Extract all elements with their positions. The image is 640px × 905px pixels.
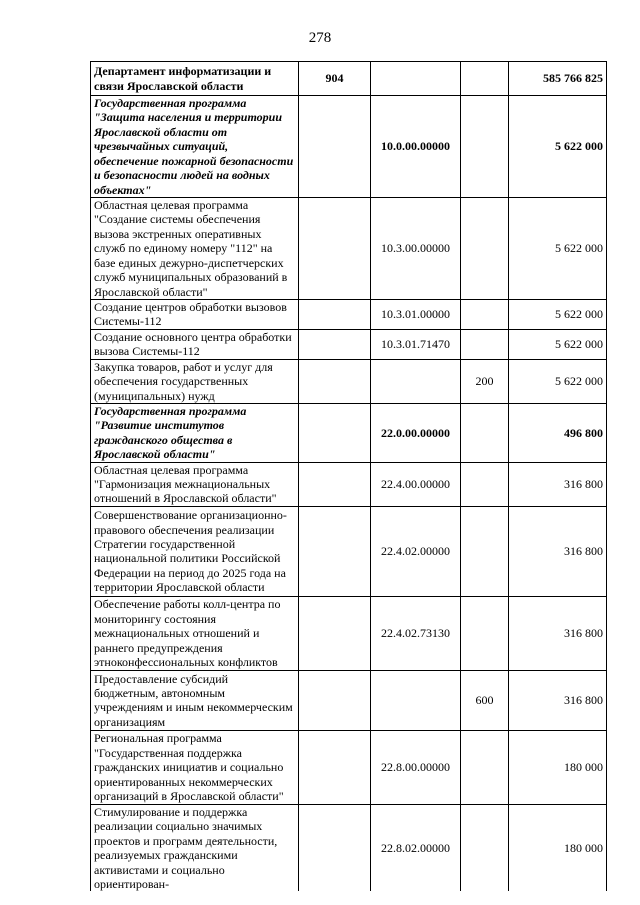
row-target-article-cell: 22.4.02.73130 — [371, 596, 461, 670]
row-target-article-cell: 10.3.01.00000 — [371, 300, 461, 330]
row-amount-cell: 316 800 — [509, 596, 607, 670]
row-target-article-cell: 22.4.02.00000 — [371, 506, 461, 596]
table-row — [91, 62, 607, 96]
row-amount-cell: 316 800 — [509, 462, 607, 506]
table-row — [91, 198, 607, 300]
row-expense-type-cell — [461, 596, 509, 670]
row-amount-cell: 5 622 000 — [509, 300, 607, 330]
table-row — [91, 96, 607, 198]
table-row — [91, 670, 607, 730]
page-number: 278 — [308, 30, 332, 46]
row-expense-type-cell — [461, 730, 509, 804]
row-name-cell: Стимулирование и поддержка реализации социально значимых проектов и программ деятельности, реализуемых гражданскими активистами и социально ориентирован- — [91, 804, 299, 891]
table-row — [91, 359, 607, 403]
row-name-cell: Государственная программа "Защита населения и территории Ярославской области от чрезвычайных ситуаций, обеспечение пожарной безопасности и безопасности людей на водных объектах" — [91, 96, 299, 198]
row-expense-type-cell — [461, 329, 509, 359]
row-department-code-cell — [299, 329, 371, 359]
row-target-article-cell: 10.0.00.00000 — [371, 96, 461, 198]
row-department-code-cell — [299, 670, 371, 730]
row-department-code-cell — [299, 596, 371, 670]
row-expense-type-cell: 200 — [461, 359, 509, 403]
row-target-article-cell: 10.3.00.00000 — [371, 198, 461, 300]
row-department-code-cell — [299, 462, 371, 506]
table-row — [91, 730, 607, 804]
row-name-cell: Государственная программа "Развитие институтов гражданского общества в Ярославской области" — [91, 404, 299, 463]
row-department-code-cell — [299, 198, 371, 300]
budget-table — [90, 61, 607, 891]
table-row — [91, 506, 607, 596]
row-amount-cell: 585 766 825 — [509, 62, 607, 96]
table-row — [91, 462, 607, 506]
table-row — [91, 329, 607, 359]
row-target-article-cell: 22.4.00.00000 — [371, 462, 461, 506]
row-amount-cell: 5 622 000 — [509, 329, 607, 359]
row-expense-type-cell — [461, 96, 509, 198]
row-name-cell: Областная целевая программа "Создание системы обеспечения вызова экстренных оперативных служб по единому номеру "112" на базе единых дежурно-диспетчерских служб муниципальных образований в Ярославской области" — [91, 198, 299, 300]
budget-table-body — [91, 62, 607, 892]
table-row — [91, 404, 607, 463]
row-name-cell: Региональная программа "Государственная поддержка гражданских инициатив и социально ориентированных некоммерческих организаций в Ярославской области" — [91, 730, 299, 804]
row-department-code-cell — [299, 730, 371, 804]
row-department-code-cell — [299, 506, 371, 596]
table-row — [91, 804, 607, 891]
row-expense-type-cell — [461, 804, 509, 891]
row-target-article-cell: 22.0.00.00000 — [371, 404, 461, 463]
row-amount-cell: 316 800 — [509, 506, 607, 596]
row-name-cell: Департамент информатизации и связи Ярославской области — [91, 62, 299, 96]
row-expense-type-cell — [461, 506, 509, 596]
row-name-cell: Обеспечение работы колл-центра по мониторингу состояния межнациональных отношений и раннего предупреждения этноконфессиональных конфликтов — [91, 596, 299, 670]
row-target-article-cell — [371, 62, 461, 96]
row-expense-type-cell — [461, 198, 509, 300]
row-expense-type-cell — [461, 62, 509, 96]
row-target-article-cell: 10.3.01.71470 — [371, 329, 461, 359]
row-target-article-cell: 22.8.02.00000 — [371, 804, 461, 891]
row-name-cell: Совершенствование организационно-правового обеспечения реализации Стратегии государственной национальной политики Российской Федерации на период до 2025 года на территории Ярославской области — [91, 506, 299, 596]
row-expense-type-cell: 600 — [461, 670, 509, 730]
row-name-cell: Создание центров обработки вызовов Системы-112 — [91, 300, 299, 330]
row-department-code-cell: 904 — [299, 62, 371, 96]
row-amount-cell: 316 800 — [509, 670, 607, 730]
row-amount-cell: 180 000 — [509, 730, 607, 804]
row-name-cell: Областная целевая программа "Гармонизация межнациональных отношений в Ярославской области" — [91, 462, 299, 506]
table-row — [91, 300, 607, 330]
row-target-article-cell: 22.8.00.00000 — [371, 730, 461, 804]
row-name-cell: Предоставление субсидий бюджетным, автономным учреждениям и иным некоммерческим организациям — [91, 670, 299, 730]
row-department-code-cell — [299, 804, 371, 891]
row-amount-cell: 180 000 — [509, 804, 607, 891]
row-amount-cell: 496 800 — [509, 404, 607, 463]
row-expense-type-cell — [461, 462, 509, 506]
row-expense-type-cell — [461, 404, 509, 463]
row-amount-cell: 5 622 000 — [509, 198, 607, 300]
row-department-code-cell — [299, 404, 371, 463]
row-target-article-cell — [371, 670, 461, 730]
row-department-code-cell — [299, 300, 371, 330]
row-department-code-cell — [299, 96, 371, 198]
row-expense-type-cell — [461, 300, 509, 330]
row-name-cell: Закупка товаров, работ и услуг для обеспечения государственных (муниципальных) нужд — [91, 359, 299, 403]
row-name-cell: Создание основного центра обработки вызова Системы-112 — [91, 329, 299, 359]
row-amount-cell: 5 622 000 — [509, 359, 607, 403]
table-row — [91, 596, 607, 670]
row-department-code-cell — [299, 359, 371, 403]
row-target-article-cell — [371, 359, 461, 403]
row-amount-cell: 5 622 000 — [509, 96, 607, 198]
